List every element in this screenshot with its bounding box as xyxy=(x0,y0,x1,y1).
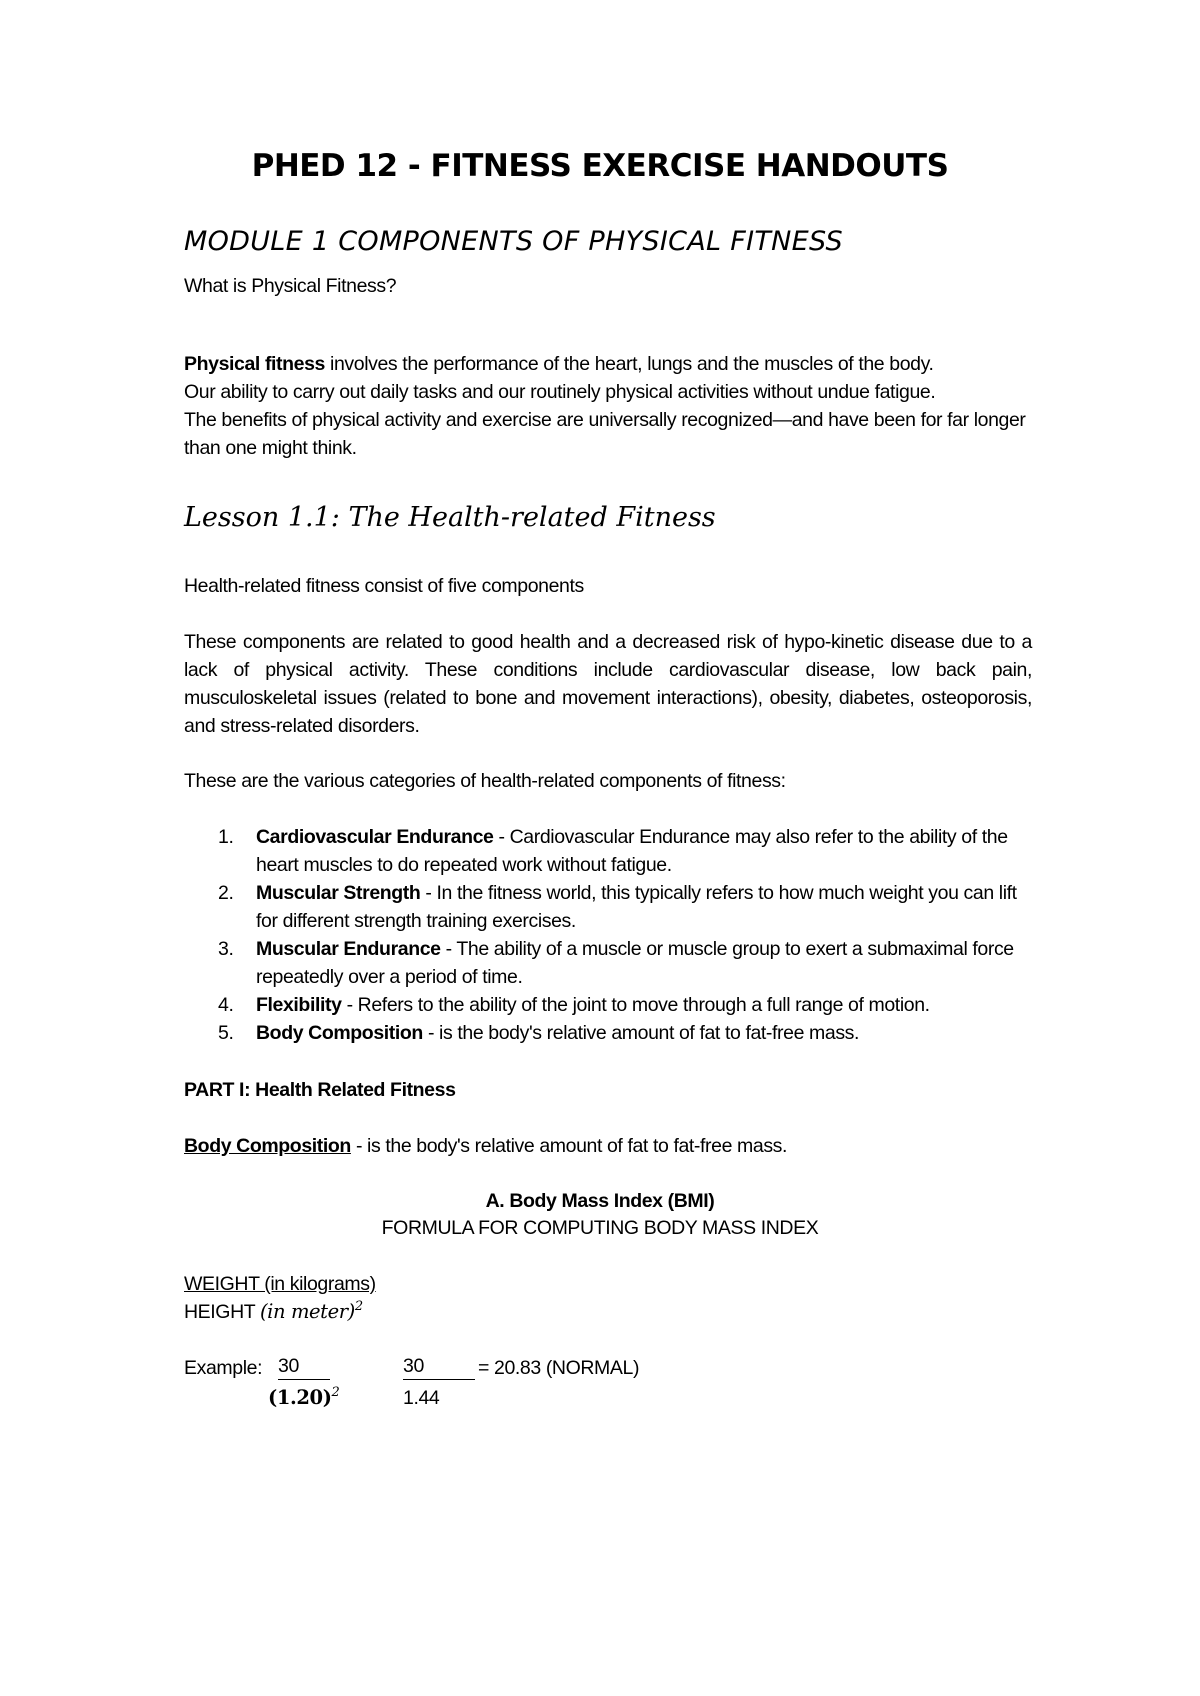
pf-line2: Our ability to carry out daily tasks and our routinely physical activities without undue fatigue. xyxy=(184,381,936,403)
example-result: = 20.83 (NORMAL) xyxy=(478,1357,640,1379)
bmi-formula-label: FORMULA FOR COMPUTING BODY MASS INDEX xyxy=(381,1217,819,1239)
part1-heading: PART I: Health Related Fitness xyxy=(184,1079,456,1101)
module-heading: MODULE 1 COMPONENTS OF PHYSICAL FITNESS xyxy=(184,226,843,257)
list-item: 5. Body Composition - is the body's relative amount of fat to fat-free mass. xyxy=(218,1022,860,1044)
categories-intro: These are the various categories of health-related components of fitness: xyxy=(184,770,786,792)
height-label: HEIGHT (in meter)$^2$ xyxy=(184,1299,363,1323)
list-item: 1. Cardiovascular Endurance - Cardiovascular Endurance may also refer to the ability of the heart muscles to do repeated work without fatigue. xyxy=(218,826,1008,876)
bc-term: Body Composition xyxy=(184,1135,351,1157)
question-text: What is Physical Fitness? xyxy=(184,275,397,297)
example-denominator-1: $(1.20)^2$ xyxy=(268,1385,340,1409)
bmi-heading: A. Body Mass Index (BMI) xyxy=(485,1190,715,1212)
physical-fitness-paragraph xyxy=(184,350,1032,462)
hrf-paragraph: These components are related to good health and a decreased risk of hypo-kinetic disease due to a lack of physical activity. These conditions include cardiovascular disease, low back pain, musculoskeletal issues (related to bone and movement interactions), obesity, diabetes, osteoporosis, and stress-related disorders. xyxy=(184,631,1032,737)
components-list xyxy=(184,823,1032,1047)
example-label: Example: xyxy=(184,1357,263,1379)
hrf-intro: Health-related fitness consist of five components xyxy=(184,575,584,597)
list-item: 3. Muscular Endurance - The ability of a muscle or muscle group to exert a submaximal force repeatedly over a period of time. xyxy=(218,938,1014,988)
pf-line3: The benefits of physical activity and exercise are universally recognized—and have been for far longer than one might think. xyxy=(184,409,1026,459)
pf-term: Physical fitness xyxy=(184,353,326,375)
example-numerator-1: 30 xyxy=(278,1354,330,1380)
list-item: 4. Flexibility - Refers to the ability of the joint to move through a full range of motion. xyxy=(218,994,930,1016)
example-denominator-2: 1.44 xyxy=(403,1387,440,1409)
body-composition-definition: Body Composition - is the body's relative amount of fat to fat-free mass. xyxy=(184,1135,788,1157)
weight-label: WEIGHT (in kilograms) xyxy=(184,1273,376,1295)
pf-line1: involves the performance of the heart, lungs and the muscles of the body. xyxy=(325,353,934,375)
list-item: 2. Muscular Strength - In the fitness world, this typically refers to how much weight you can lift for different strength training exercises. xyxy=(218,882,1017,932)
lesson-heading: Lesson 1.1: The Health-related Fitness xyxy=(184,502,716,533)
example-numerator-2: 30 xyxy=(403,1354,475,1380)
document-title: PHED 12 - FITNESS EXERCISE HANDOUTS xyxy=(251,148,949,184)
